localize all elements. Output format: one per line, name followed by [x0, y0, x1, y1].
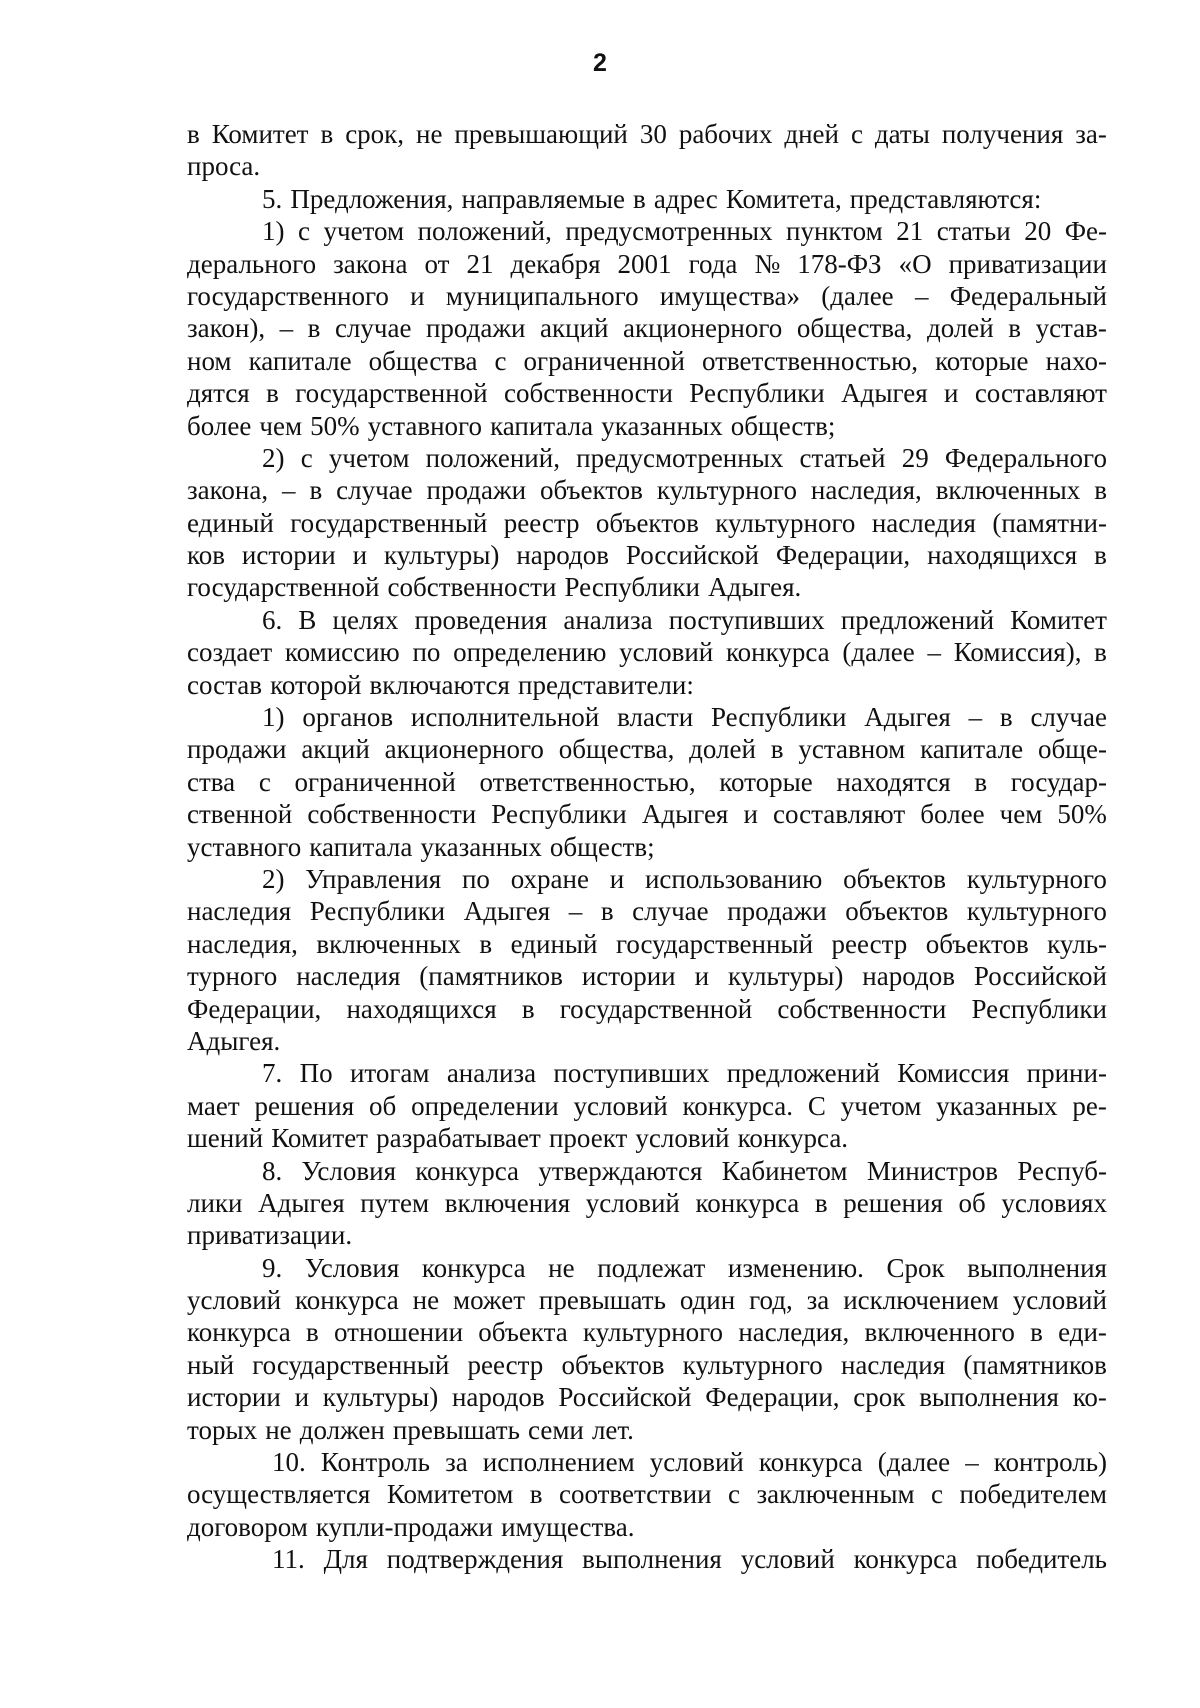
text-line: 1) с учетом положений, предусмотренных пунктом 21 статьи 20 Фе- [262, 216, 1107, 247]
text-line: 8. Условия конкурса утверждаются Кабинетом Министров Респуб- [262, 1155, 1107, 1186]
text-line: ственной собственности Республики Адыгея и составляют более чем 50% [187, 799, 1107, 830]
text-line: ства с ограниченной ответственностью, которые находятся в государ- [187, 766, 1107, 797]
text-line: 2) с учетом положений, предусмотренных статьей 29 Федерального [262, 442, 1107, 473]
text-line: уставного капитала указанных обществ; [187, 831, 655, 862]
text-line: осуществляется Комитетом в соответствии с заключенным с победителем [187, 1479, 1107, 1510]
text-line: 10. Контроль за исполнением условий конкурса (далее – контроль) [272, 1447, 1107, 1478]
text-line: государственной собственности Республики Адыгея. [187, 572, 802, 603]
text-line: единый государственный реестр объектов культурного наследия (памятни- [187, 507, 1107, 538]
page-number: 2 [593, 49, 607, 77]
text-line: наследия Республики Адыгея – в случае продажи объектов культурного [187, 896, 1107, 927]
text-line: ный государственный реестр объектов культурного наследия (памятников [187, 1349, 1107, 1380]
text-line: лики Адыгея путем включения условий конкурса в решения об условиях [187, 1187, 1107, 1218]
text-line: дятся в государственной собственности Республики Адыгея и составляют [187, 378, 1107, 409]
text-line: шений Комитет разрабатывает проект условий конкурса. [187, 1123, 849, 1154]
text-line: ков истории и культуры) народов Российской Федерации, находящихся в [187, 540, 1107, 571]
text-line: Адыгея. [187, 1025, 281, 1056]
text-line: истории и культуры) народов Российской Федерации, срок выполнения ко- [187, 1382, 1107, 1413]
text-line: государственного и муниципального имущества» (далее – Федеральный [187, 280, 1107, 311]
text-line: приватизации. [187, 1220, 353, 1251]
text-line: ном капитале общества с ограниченной ответственностью, которые нахо- [187, 345, 1107, 376]
text-line: условий конкурса не может превышать один год, за исключением условий [187, 1285, 1107, 1316]
text-line: продажи акций акционерного общества, долей в уставном капитале обще- [187, 734, 1107, 765]
text-line: закон), – в случае продажи акций акционерного общества, долей в устав- [187, 313, 1107, 344]
text-line: турного наследия (памятников истории и культуры) народов Российской [187, 961, 1107, 992]
text-line: торых не должен превышать семи лет. [187, 1414, 634, 1445]
text-line: мает решения об определении условий конкурса. С учетом указанных ре- [187, 1090, 1107, 1121]
text-line: конкурса в отношении объекта культурного наследия, включенного в еди- [187, 1317, 1107, 1348]
text-line: более чем 50% уставного капитала указанных обществ; [187, 410, 836, 441]
text-line: 2) Управления по охране и использованию объектов культурного [262, 863, 1107, 894]
text-line: наследия, включенных в единый государственный реестр объектов куль- [187, 928, 1107, 959]
text-line: проса. [187, 151, 261, 182]
text-line: создает комиссию по определению условий конкурса (далее – Комиссия), в [187, 637, 1107, 668]
text-line: 1) органов исполнительной власти Республики Адыгея – в случае [262, 702, 1107, 733]
text-line: 5. Предложения, направляемые в адрес Комитета, представляются: [262, 183, 1042, 214]
text-line: дерального закона от 21 декабря 2001 года № 178-ФЗ «О приватизации [187, 248, 1107, 279]
document-body [187, 118, 1107, 1576]
text-line: Федерации, находящихся в государственной собственности Республики [187, 993, 1107, 1024]
text-line: закона, – в случае продажи объектов культурного наследия, включенных в [187, 475, 1107, 506]
text-line: договором купли-продажи имущества. [187, 1511, 635, 1542]
text-line: 6. В целях проведения анализа поступивших предложений Комитет [262, 604, 1107, 635]
text-line: 11. Для подтверждения выполнения условий конкурса победитель [272, 1544, 1107, 1575]
text-line: 9. Условия конкурса не подлежат изменению. Срок выполнения [262, 1252, 1107, 1283]
text-line: 7. По итогам анализа поступивших предложений Комиссия прини- [262, 1058, 1107, 1089]
text-line: состав которой включаются представители: [187, 669, 694, 700]
text-line: в Комитет в срок, не превышающий 30 рабочих дней с даты получения за- [187, 119, 1107, 149]
